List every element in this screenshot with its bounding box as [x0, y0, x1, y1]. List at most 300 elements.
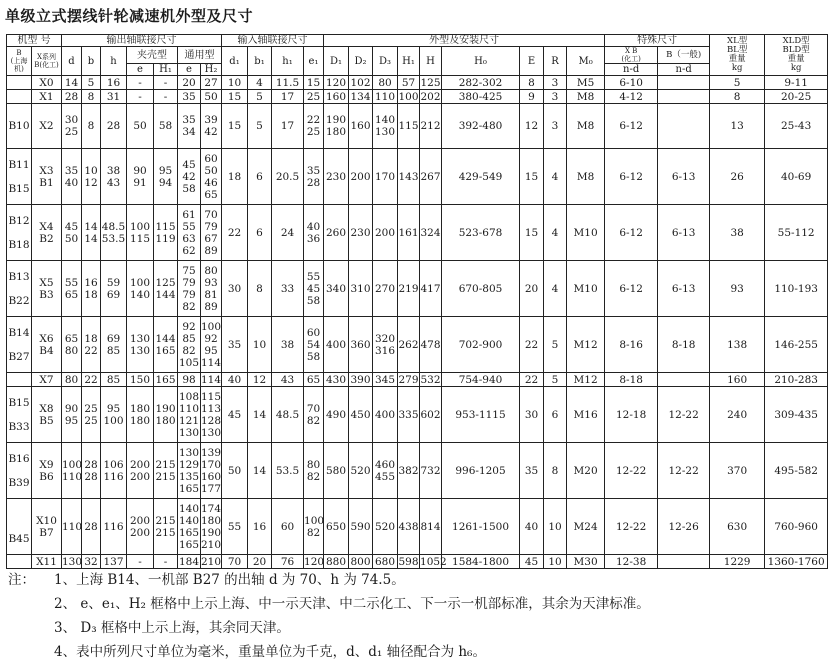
- header-b: b: [82, 47, 101, 76]
- cell-d: 80: [62, 373, 82, 387]
- cell-wxld: 760-960: [765, 499, 828, 555]
- cell-sx: 8-16: [605, 317, 658, 373]
- cell-H: 212: [420, 104, 442, 149]
- cell-H0: 996-1205: [442, 443, 520, 499]
- cell-M0: M12: [567, 317, 605, 373]
- cell-h: 106 116: [101, 443, 127, 499]
- cell-h2: 114: [201, 373, 222, 386]
- header-general-e: e: [178, 64, 201, 76]
- table-header: [7, 35, 828, 76]
- cell-x: X3 B1: [32, 149, 62, 205]
- cell-wxl: 370: [710, 443, 765, 499]
- cell-b: B11 B15: [7, 149, 32, 205]
- note-4: 4、表中所列尺寸单位为毫米，重量单位为千克，d、d₁ 轴径配合为 h₆。: [54, 644, 486, 660]
- cell-H: 267: [420, 149, 442, 205]
- cell-H1o: 161: [398, 205, 420, 261]
- cell-h2: 70 79 67 89: [201, 205, 222, 261]
- cell-D1: 490: [324, 387, 349, 443]
- header-xb-chemical: X B (化工): [605, 47, 658, 64]
- cell-b: [7, 555, 32, 569]
- cell-H: 417: [420, 261, 442, 317]
- header-H1: H₁: [398, 47, 420, 76]
- cell-M0: M5: [567, 76, 605, 90]
- cell-eg: 35 34: [178, 104, 201, 149]
- cell-h: 85: [101, 373, 127, 387]
- cell-bb: 8: [82, 90, 101, 104]
- note-2: 2、 e、e₁、H₂ 框格中上示上海、中一示天津、中二示化工、下一示一机部标准，其余为天津标准。: [54, 596, 650, 612]
- cell-E: 8: [520, 76, 544, 90]
- cell-h1: 95 94: [154, 149, 178, 205]
- header-input-shaft: 输入轴联接尺寸: [222, 35, 324, 47]
- header-b-general: B（一般): [658, 47, 710, 64]
- cell-M0: M8: [567, 104, 605, 149]
- header-clamp-e: e: [127, 64, 154, 76]
- cell-d: 35 40: [62, 149, 82, 205]
- cell-d1: 15: [222, 90, 248, 104]
- cell-h2: 100 92 95 114: [201, 317, 222, 373]
- cell-x: X10 B7: [32, 499, 62, 555]
- cell-M0: M20: [567, 443, 605, 499]
- cell-D3: 400: [373, 387, 398, 443]
- cell-h2: 210: [201, 555, 222, 568]
- cell-h: 16: [101, 76, 127, 90]
- cell-e1: 55 45 58: [304, 261, 324, 317]
- cell-eg: 92 85 82 105: [178, 317, 201, 373]
- cell-sb: [658, 90, 710, 104]
- cell-e1: 25: [304, 90, 324, 104]
- cell-e1: 70 82: [304, 387, 324, 443]
- note-3: 3、 D₃ 框格中上示上海，其余同天津。: [54, 620, 290, 636]
- cell-wxl: 1229: [710, 555, 765, 569]
- cell-wxl: 240: [710, 387, 765, 443]
- cell-sx: 6-12: [605, 261, 658, 317]
- cell-bb: 8: [82, 104, 101, 149]
- cell-wxld: 25-43: [765, 104, 828, 149]
- header-output-shaft: 输出轴联接尺寸: [62, 35, 222, 47]
- cell-h1: 58: [154, 104, 178, 149]
- cell-eg: 140 140 165 165: [178, 499, 201, 555]
- cell-sx: 6-12: [605, 104, 658, 149]
- header-nd-b: n-d: [658, 64, 710, 76]
- cell-d1: 15: [222, 104, 248, 149]
- cell-e1: 100 82: [304, 499, 324, 555]
- cell-h: 59 69: [101, 261, 127, 317]
- cell-h1i: 48.5: [272, 387, 304, 443]
- cell-R: 4: [544, 149, 567, 205]
- header-D1: D₁: [324, 47, 349, 76]
- cell-M0: M10: [567, 205, 605, 261]
- cell-e: 200 200: [127, 499, 154, 555]
- cell-H: 324: [420, 205, 442, 261]
- header-b-shanghai: B (上海机): [7, 47, 32, 76]
- cell-D3: 170: [373, 149, 398, 205]
- header-nd-x: n-d: [605, 64, 658, 76]
- cell-h1: 215 215: [154, 499, 178, 555]
- header-model-no: 机型 号: [7, 35, 62, 47]
- cell-x: X2: [32, 104, 62, 149]
- cell-bb: 16 18: [82, 261, 101, 317]
- cell-H0: 392-480: [442, 104, 520, 149]
- cell-e1: 60 54 58: [304, 317, 324, 373]
- cell-wxl: 13: [710, 104, 765, 149]
- cell-D1: 880: [324, 555, 349, 569]
- table-row: [7, 76, 828, 90]
- cell-b: [7, 76, 32, 90]
- cell-eg: 20: [178, 76, 201, 90]
- cell-b: [7, 90, 32, 104]
- cell-h2: 115 113 128 130: [201, 387, 222, 443]
- cell-E: 45: [520, 555, 544, 569]
- cell-wxl: 160: [710, 373, 765, 387]
- note-1: 注： 1、上海 B14、一机部 B27 的出轴 d 为 70、h 为 74.5。: [8, 568, 650, 592]
- cell-h1i: 76: [272, 555, 304, 569]
- cell-sx: 12-22: [605, 443, 658, 499]
- cell-D1: 230: [324, 149, 349, 205]
- table-row: [7, 90, 828, 104]
- cell-h1i: 11.5: [272, 76, 304, 90]
- cell-bb: 14 14: [82, 205, 101, 261]
- cell-D2: 230: [349, 205, 373, 261]
- cell-h1i: 33: [272, 261, 304, 317]
- cell-x: X4 B2: [32, 205, 62, 261]
- cell-b: B10: [7, 104, 32, 149]
- cell-sb: 8-18: [658, 317, 710, 373]
- cell-wxl: 93: [710, 261, 765, 317]
- cell-d: 45 50: [62, 205, 82, 261]
- header-special: 特殊尺寸: [605, 35, 710, 47]
- cell-H0: 702-900: [442, 317, 520, 373]
- cell-D1: 160: [324, 90, 349, 104]
- cell-d: 90 95: [62, 387, 82, 443]
- cell-sb: 12-22: [658, 443, 710, 499]
- cell-D2: 390: [350, 373, 371, 386]
- cell-h2: 50: [201, 90, 222, 104]
- cell-D3: 110: [373, 90, 398, 104]
- cell-e1: 15: [304, 76, 324, 90]
- cell-H1o: 438: [398, 499, 420, 555]
- cell-d1: 45: [222, 387, 248, 443]
- cell-x: X8 B5: [32, 387, 62, 443]
- header-weight-xl: XL型 BL型 重量 kg: [710, 35, 765, 76]
- cell-sb: 12-22: [658, 387, 710, 443]
- cell-E: 20: [520, 261, 544, 317]
- cell-h: 31: [101, 90, 127, 104]
- cell-e1: 22 25: [304, 104, 324, 149]
- table-row: [7, 149, 828, 205]
- cell-D3: 680: [373, 555, 398, 569]
- cell-R: 3: [544, 76, 567, 90]
- cell-h1i: 24: [272, 205, 304, 261]
- cell-x: X5 B3: [32, 261, 62, 317]
- cell-wxld: 110-193: [765, 261, 828, 317]
- cell-D3: 200: [373, 205, 398, 261]
- cell-b1: 16: [248, 499, 272, 555]
- cell-H1o: 262: [398, 317, 420, 373]
- cell-sx: 12-22: [605, 499, 658, 555]
- table-row: [7, 205, 828, 261]
- cell-wxld: 1360-1760: [765, 555, 828, 569]
- cell-e: 200 200: [127, 443, 154, 499]
- cell-b1: 20: [248, 555, 272, 569]
- cell-b: B16 B39: [7, 443, 32, 499]
- header-R: R: [544, 47, 567, 76]
- cell-D3: 320 316: [373, 317, 398, 373]
- notes-label: 注：: [8, 572, 35, 588]
- cell-D2: 134: [350, 90, 371, 103]
- cell-h1: 190 180: [154, 387, 178, 443]
- cell-wxld: 210-283: [765, 373, 828, 387]
- cell-E: 40: [520, 499, 544, 555]
- cell-wxld: 495-582: [765, 443, 828, 499]
- cell-wxl: 5: [710, 76, 765, 90]
- cell-d1: 18: [222, 149, 248, 205]
- cell-D2: 200: [349, 149, 373, 205]
- cell-H0: 670-805: [442, 261, 520, 317]
- cell-bb: 22: [82, 373, 101, 387]
- cell-R: 6: [544, 387, 567, 443]
- cell-h2: 60 50 46 65: [201, 149, 222, 205]
- cell-D2: 450: [349, 387, 373, 443]
- cell-D1: 190 180: [324, 104, 349, 149]
- cell-H: 532: [420, 373, 441, 386]
- cell-R: 5: [544, 373, 567, 387]
- cell-h1i: 20.5: [272, 149, 304, 205]
- cell-E: 22: [520, 317, 544, 373]
- header-D3: D₃: [373, 47, 398, 76]
- cell-eg: 45 42 58: [178, 149, 201, 205]
- cell-wxl: 138: [710, 317, 765, 373]
- cell-R: 3: [544, 104, 567, 149]
- cell-R: 5: [544, 317, 567, 373]
- cell-b1: 14: [248, 443, 272, 499]
- cell-sb: 12-26: [658, 499, 710, 555]
- cell-sb: 6-13: [658, 149, 710, 205]
- cell-D3: 345: [373, 373, 398, 387]
- cell-H1o: 57: [398, 76, 420, 90]
- cell-H0: 1261-1500: [442, 499, 520, 555]
- cell-e: 100 115: [127, 205, 154, 261]
- cell-e1: 120: [304, 555, 325, 568]
- cell-e: 100 140: [127, 261, 154, 317]
- cell-R: 8: [544, 443, 567, 499]
- cell-sx: 6-10: [605, 76, 658, 90]
- cell-b1: 8: [248, 261, 272, 317]
- cell-bb: 25 25: [82, 387, 101, 443]
- cell-D2: 310: [349, 261, 373, 317]
- table-row: [7, 104, 828, 149]
- cell-d: 55 65: [62, 261, 82, 317]
- header-d1: d₁: [222, 47, 248, 76]
- cell-D1: 430: [324, 373, 349, 387]
- cell-D1: 400: [324, 317, 349, 373]
- cell-M0: M12: [567, 373, 605, 387]
- cell-d: 14: [62, 76, 82, 90]
- cell-H1o: 143: [398, 149, 420, 205]
- cell-d1: 70: [222, 555, 248, 569]
- cell-b: [7, 373, 32, 387]
- cell-sx: 4-12: [605, 90, 658, 104]
- cell-H: 1052: [420, 555, 447, 568]
- cell-h1: 144 165: [154, 317, 178, 373]
- spec-table: [6, 34, 828, 569]
- cell-bb: 28: [82, 499, 101, 555]
- cell-D2: 800: [350, 555, 371, 568]
- cell-H: 814: [420, 499, 442, 555]
- cell-eg: 130 129 135 165: [178, 443, 201, 499]
- cell-D2: 360: [349, 317, 373, 373]
- cell-h1: -: [154, 76, 178, 90]
- cell-e: 180 180: [127, 387, 154, 443]
- cell-h1: -: [154, 555, 178, 569]
- cell-sb: [658, 555, 710, 569]
- cell-H0: 429-549: [442, 149, 520, 205]
- cell-D1: 340: [324, 261, 349, 317]
- cell-bb: 32: [82, 555, 101, 569]
- cell-sb: 6-13: [658, 261, 710, 317]
- cell-sx: 6-12: [605, 149, 658, 205]
- cell-x: X7: [32, 373, 62, 387]
- cell-E: 15: [520, 205, 544, 261]
- cell-h2: 27: [201, 76, 222, 90]
- cell-D1: 120: [324, 76, 349, 90]
- cell-wxld: 20-25: [765, 90, 828, 104]
- cell-d1: 40: [222, 373, 248, 387]
- header-H: H: [420, 47, 442, 76]
- cell-H1o: 335: [398, 387, 420, 443]
- cell-H: 125: [420, 76, 441, 89]
- cell-D2: 160: [349, 104, 373, 149]
- cell-M0: M24: [567, 499, 605, 555]
- cell-b1: 6: [248, 149, 272, 205]
- cell-h1i: 60: [272, 499, 304, 555]
- cell-R: 4: [544, 205, 567, 261]
- cell-R: 4: [544, 261, 567, 317]
- cell-M0: M16: [567, 387, 605, 443]
- cell-wxl: 8: [710, 90, 765, 104]
- cell-D2: 102: [350, 76, 371, 89]
- cell-wxld: 55-112: [765, 205, 828, 261]
- cell-h: 48.5 53.5: [101, 205, 127, 261]
- cell-R: 10: [544, 499, 567, 555]
- cell-b: B14 B27: [7, 317, 32, 373]
- cell-H1o: 382: [398, 443, 420, 499]
- cell-h: 116: [101, 499, 127, 555]
- cell-R: 3: [544, 90, 567, 104]
- cell-e1: 40 36: [304, 205, 324, 261]
- cell-h2: 174 180 190 210: [201, 499, 222, 555]
- table-row: [7, 261, 828, 317]
- cell-b1: 5: [248, 90, 272, 104]
- cell-E: 30: [520, 387, 544, 443]
- cell-d1: 50: [222, 443, 248, 499]
- header-d: d: [62, 47, 82, 76]
- cell-d: 100 110: [62, 443, 82, 499]
- cell-H0: 754-940: [442, 373, 520, 387]
- cell-e: 130 130: [127, 317, 154, 373]
- cell-E: 9: [520, 90, 544, 104]
- cell-wxld: 146-255: [765, 317, 828, 373]
- cell-sx: 12-38: [605, 555, 658, 569]
- cell-M0: M30: [567, 555, 605, 569]
- cell-M0: M8: [567, 149, 605, 205]
- cell-R: 10: [544, 555, 567, 569]
- cell-M0: M8: [567, 90, 605, 104]
- cell-D3: 80: [373, 76, 398, 90]
- cell-e: 150: [127, 373, 154, 387]
- table-row: [7, 317, 828, 373]
- cell-h2: 139 170 160 177: [201, 443, 222, 499]
- cell-H: 202: [420, 90, 441, 103]
- cell-d1: 35: [222, 317, 248, 373]
- cell-bb: 28 28: [82, 443, 101, 499]
- cell-h: 137: [101, 555, 127, 569]
- header-general-type: 通用型: [178, 47, 222, 64]
- cell-eg: 75 79 79 82: [178, 261, 201, 317]
- cell-b1: 6: [248, 205, 272, 261]
- header-x-series: X系列 B(化工): [32, 47, 62, 76]
- cell-h1: 115 119: [154, 205, 178, 261]
- cell-h2: 39 42: [201, 104, 222, 149]
- cell-H0: 523-678: [442, 205, 520, 261]
- cell-H0: 380-425: [442, 90, 520, 104]
- cell-D2: 590: [349, 499, 373, 555]
- cell-e: -: [127, 555, 154, 569]
- cell-h1i: 53.5: [272, 443, 304, 499]
- page-title: 单级立式摆线针轮减速机外型及尺寸: [5, 7, 254, 25]
- cell-x: X6 B4: [32, 317, 62, 373]
- header-weight-xld: XLD型 BLD型 重量 kg: [765, 35, 828, 76]
- cell-eg: 184: [178, 555, 200, 568]
- cell-h1: 165: [155, 373, 176, 386]
- cell-e1: 65: [304, 373, 324, 387]
- cell-b1: 14: [248, 387, 272, 443]
- cell-E: 22: [520, 373, 544, 387]
- cell-sx: 8-18: [605, 373, 658, 387]
- cell-H0: 1584-1800: [442, 555, 520, 569]
- header-H0: H₀: [442, 47, 520, 76]
- cell-h: 69 85: [101, 317, 127, 373]
- cell-bb: 18 22: [82, 317, 101, 373]
- cell-e1: 80 82: [304, 443, 324, 499]
- cell-H: 732: [420, 443, 442, 499]
- cell-wxl: 38: [710, 205, 765, 261]
- cell-H1o: 100: [398, 90, 419, 103]
- header-E: E: [520, 47, 544, 76]
- cell-e: -: [127, 76, 154, 90]
- cell-sx: 6-12: [605, 205, 658, 261]
- cell-eg: 61 55 63 62: [178, 205, 201, 261]
- cell-D1: 260: [324, 205, 349, 261]
- table-row: [7, 499, 828, 555]
- cell-d1: 30: [222, 261, 248, 317]
- cell-d1: 55: [222, 499, 248, 555]
- cell-b: B45: [7, 499, 32, 555]
- cell-h: 38 43: [101, 149, 127, 205]
- cell-D2: 520: [349, 443, 373, 499]
- cell-e: 50: [127, 104, 154, 149]
- cell-D1: 580: [324, 443, 349, 499]
- table-row: [7, 443, 828, 499]
- cell-eg: 98: [178, 373, 201, 387]
- cell-b1: 10: [248, 317, 272, 373]
- cell-H1o: 598: [398, 555, 419, 568]
- cell-h1i: 38: [272, 317, 304, 373]
- cell-e1: 35 28: [304, 149, 324, 205]
- cell-wxld: 40-69: [765, 149, 828, 205]
- header-clamp-type: 夹壳型: [127, 47, 178, 64]
- cell-H1o: 219: [398, 261, 420, 317]
- cell-D3: 270: [373, 261, 398, 317]
